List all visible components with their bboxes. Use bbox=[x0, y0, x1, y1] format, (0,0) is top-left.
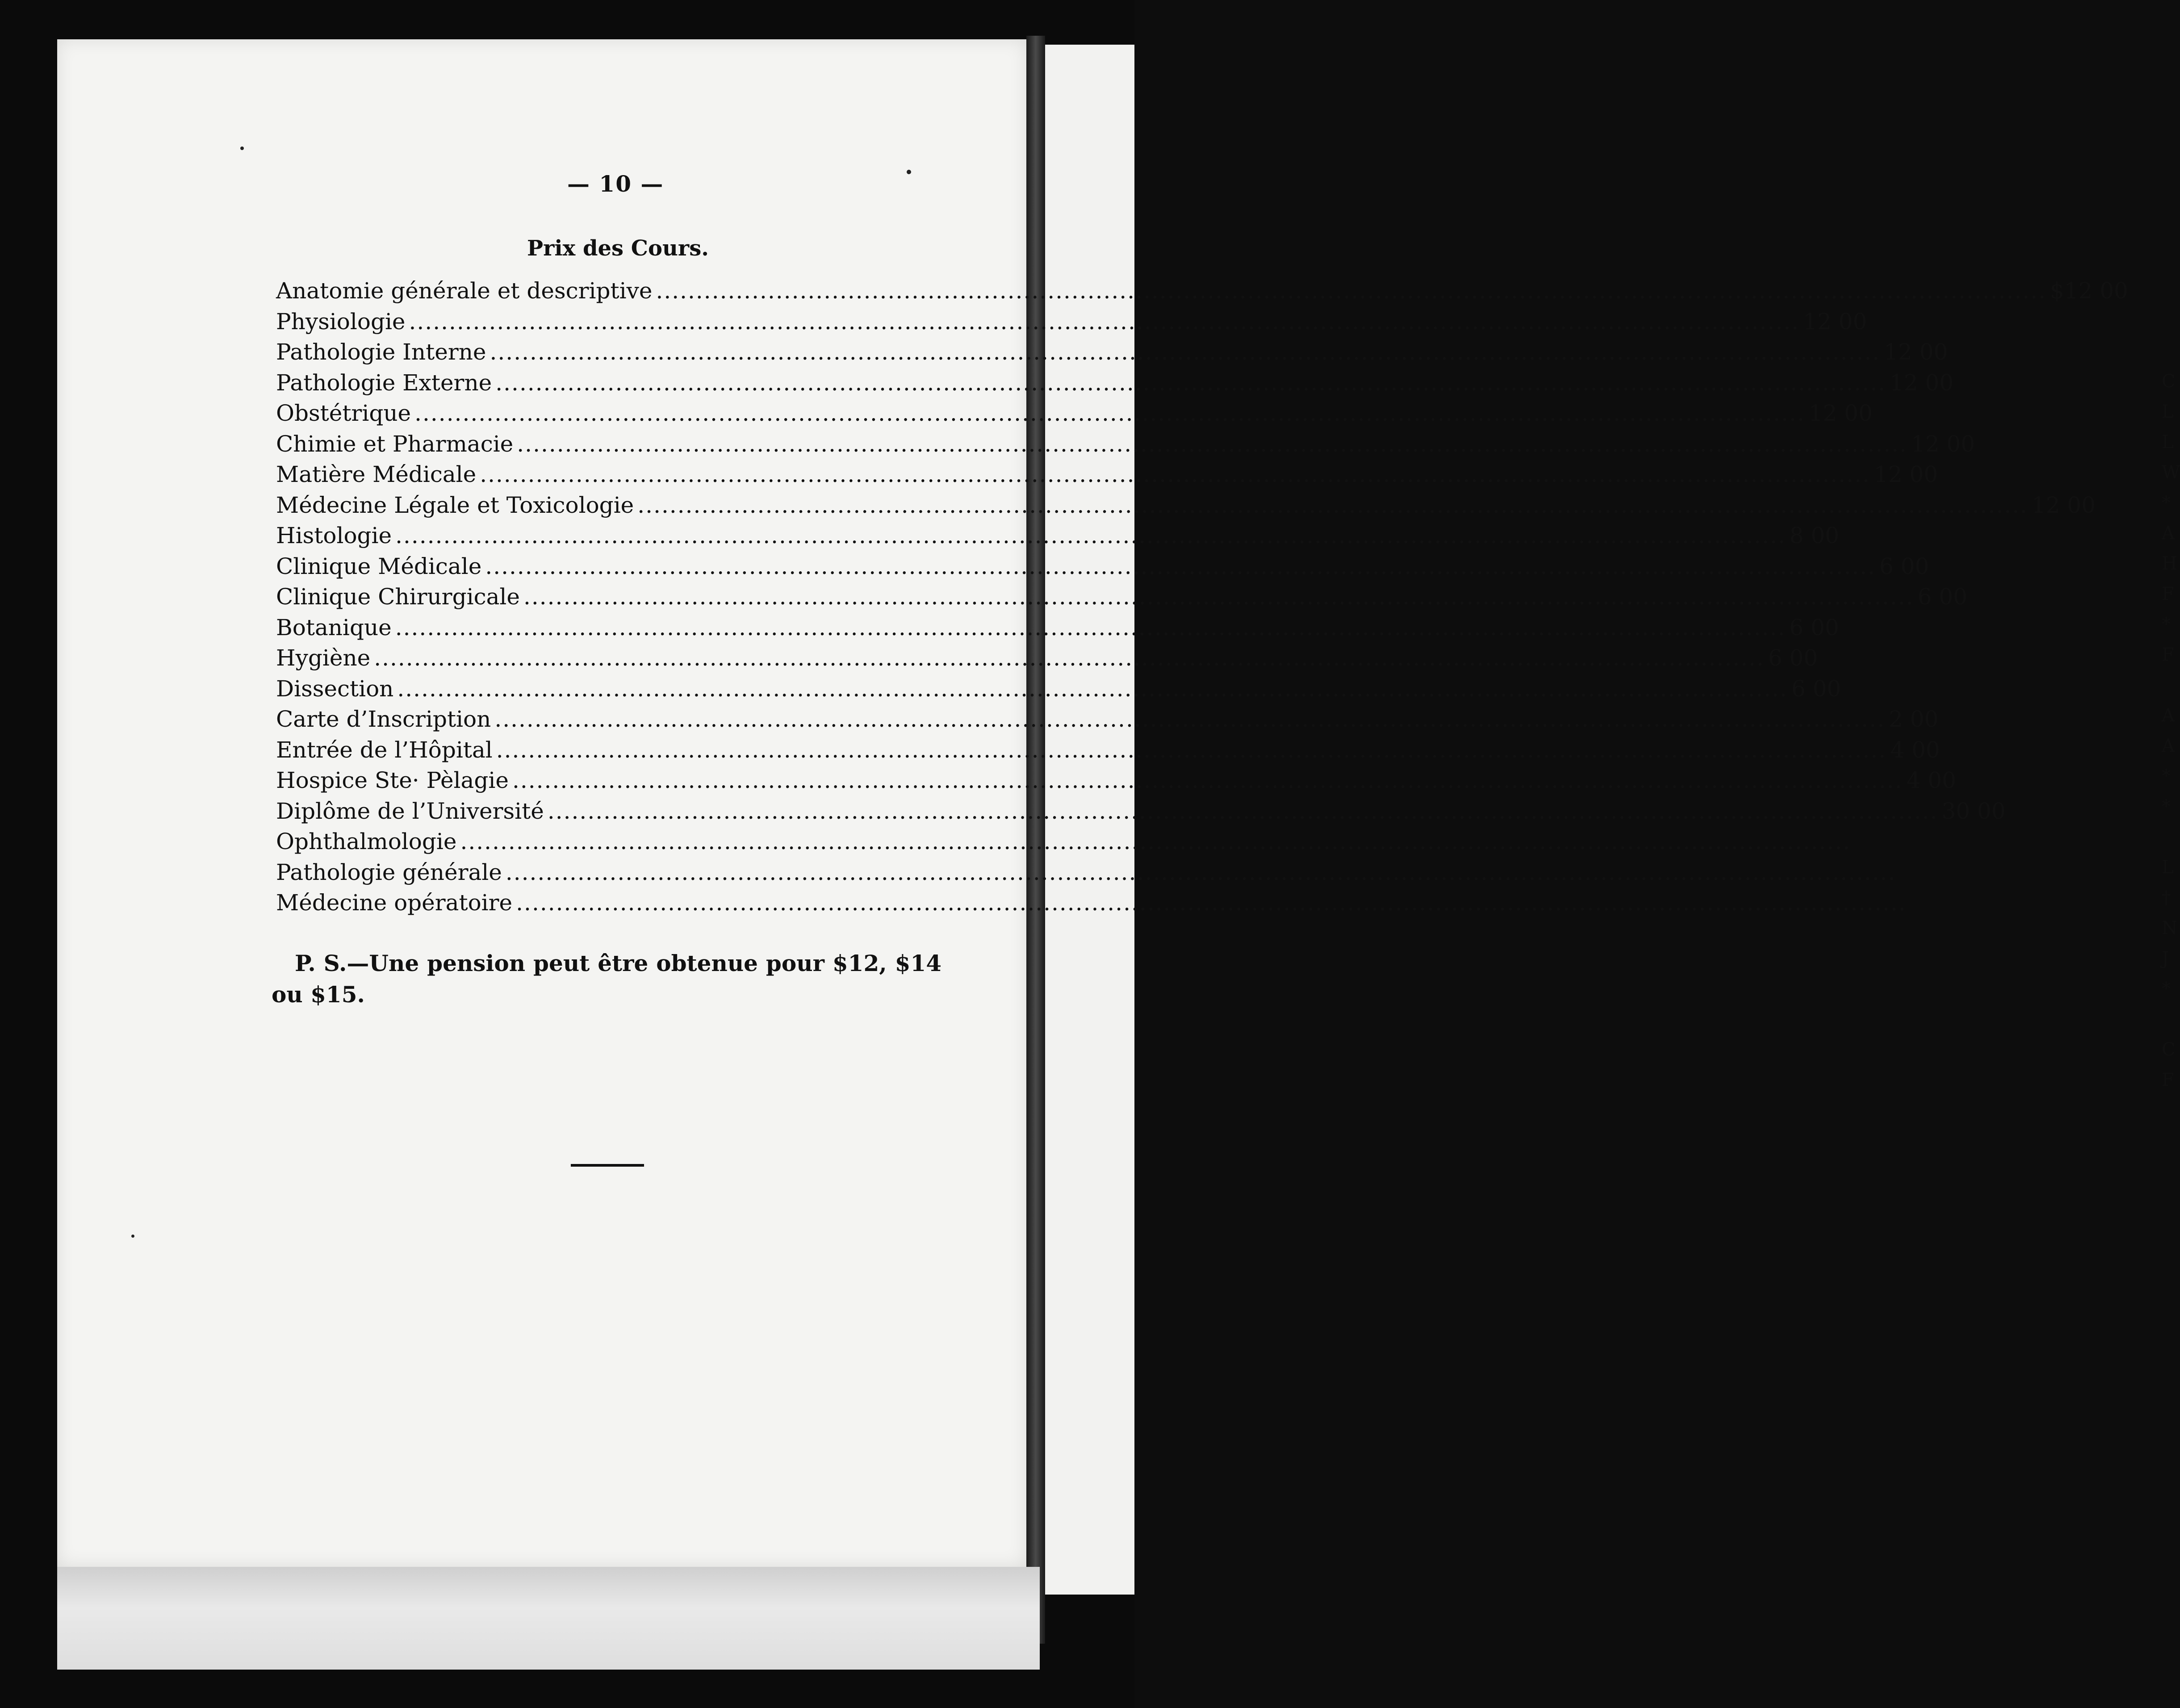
dot-leader bbox=[395, 523, 1786, 548]
price-row bbox=[276, 492, 2096, 523]
dot-leader bbox=[495, 370, 1886, 396]
dot-leader bbox=[480, 461, 1870, 487]
course-name: Physiologie bbox=[276, 308, 406, 335]
price-row bbox=[276, 737, 1940, 768]
course-price: 12 00 bbox=[1889, 369, 1954, 396]
price-row bbox=[276, 278, 2128, 309]
course-name: Clinique Chirurgicale bbox=[276, 584, 520, 610]
page-number: — 10 — bbox=[567, 171, 664, 197]
price-row bbox=[276, 829, 946, 859]
dot-leader bbox=[496, 737, 1887, 763]
speck bbox=[907, 170, 911, 174]
price-row bbox=[276, 890, 946, 921]
dot-leader bbox=[460, 829, 1851, 854]
course-price: 4 00 bbox=[1906, 767, 1956, 793]
course-price: 8 00 bbox=[1789, 523, 1839, 548]
course-name: Hygiène bbox=[276, 645, 371, 671]
course-name: Pathologie Interne bbox=[276, 339, 486, 365]
dot-leader bbox=[516, 890, 1906, 916]
dot-leader bbox=[512, 767, 1903, 793]
price-row bbox=[276, 461, 1938, 492]
price-row bbox=[276, 339, 1948, 370]
postscript: P. S.—Une pension peut être obtenue pour $12, $14 ou $15. bbox=[272, 950, 941, 1008]
dot-leader bbox=[637, 492, 2028, 518]
dot-leader bbox=[656, 278, 2046, 304]
course-name: Hospice Ste· Pèlagie bbox=[276, 767, 509, 793]
course-price: 12 00 bbox=[2031, 492, 2096, 518]
price-row bbox=[276, 706, 1939, 737]
dot-leader bbox=[494, 706, 1885, 732]
course-price: 6 00 bbox=[1879, 553, 1929, 579]
course-price: 6 00 bbox=[1917, 584, 1967, 610]
dot-leader bbox=[374, 645, 1764, 671]
course-price: 30 00 bbox=[1941, 798, 2006, 824]
dot-leader bbox=[395, 615, 1786, 640]
price-row bbox=[276, 308, 1867, 339]
speck bbox=[240, 147, 244, 150]
dot-leader bbox=[506, 859, 1896, 885]
course-name: Anatomie générale et descriptive bbox=[276, 278, 653, 304]
dot-leader bbox=[414, 400, 1805, 426]
price-row bbox=[276, 553, 1929, 584]
dot-leader bbox=[397, 676, 1787, 702]
price-row bbox=[276, 369, 1954, 401]
course-name: Médecine opératoire bbox=[276, 890, 513, 916]
price-row bbox=[276, 645, 1818, 676]
course-price: 12 00 bbox=[1803, 308, 1867, 335]
course-price: 4 00 bbox=[1890, 737, 1940, 763]
dot-leader bbox=[548, 798, 1938, 824]
course-name: Pathologie Externe bbox=[276, 369, 492, 396]
closing-rule bbox=[571, 1164, 644, 1167]
course-name: Chimie et Pharmacie bbox=[276, 431, 514, 457]
price-row bbox=[276, 584, 1967, 615]
price-row bbox=[276, 523, 1839, 553]
course-name: Obstétrique bbox=[276, 400, 411, 426]
course-name: Clinique Médicale bbox=[276, 553, 482, 579]
course-price: 2 00 bbox=[1888, 706, 1939, 732]
page-edge-strip bbox=[57, 1567, 1040, 1670]
course-price: 6 00 bbox=[1768, 645, 1818, 671]
course-name: Matière Médicale bbox=[276, 461, 477, 487]
price-row bbox=[276, 400, 1873, 431]
course-price: 12 00 bbox=[1884, 339, 1948, 365]
course-price: 6 00 bbox=[1789, 614, 1839, 640]
course-name: Dissection bbox=[276, 675, 394, 702]
page-title: Prix des Cours. bbox=[527, 236, 709, 261]
price-row bbox=[276, 614, 1839, 645]
course-name: Médecine Légale et Toxicologie bbox=[276, 492, 634, 518]
course-name: Entrée de l’Hôpital bbox=[276, 737, 493, 763]
price-row bbox=[276, 675, 1841, 707]
course-price: 6 00 bbox=[1791, 675, 1841, 702]
price-row bbox=[276, 431, 1975, 462]
course-price: $12 00 bbox=[2050, 278, 2128, 304]
dot-leader bbox=[517, 431, 1907, 457]
price-row bbox=[276, 859, 946, 890]
adjacent-page-letters: C L L W * A H F * F A A * * L † N J * C F bbox=[2162, 371, 2180, 1090]
course-name: Histologie bbox=[276, 523, 392, 548]
dot-leader bbox=[523, 584, 1914, 610]
dot-leader bbox=[409, 309, 1799, 335]
course-name: Pathologie générale bbox=[276, 859, 502, 885]
course-price: 12 00 bbox=[1874, 461, 1938, 487]
course-price: 12 00 bbox=[1911, 431, 1975, 457]
course-name: Diplôme de l’Université bbox=[276, 798, 544, 824]
speck bbox=[131, 1235, 134, 1238]
price-row bbox=[276, 798, 2006, 829]
course-name: Carte d’Inscription bbox=[276, 706, 491, 732]
course-price: 12 00 bbox=[1808, 400, 1873, 426]
course-name: Botanique bbox=[276, 614, 392, 640]
course-price-list bbox=[276, 278, 2128, 921]
price-row bbox=[276, 767, 1956, 798]
dot-leader bbox=[485, 553, 1875, 579]
dot-leader bbox=[490, 339, 1880, 365]
course-name: Ophthalmologie bbox=[276, 829, 457, 854]
